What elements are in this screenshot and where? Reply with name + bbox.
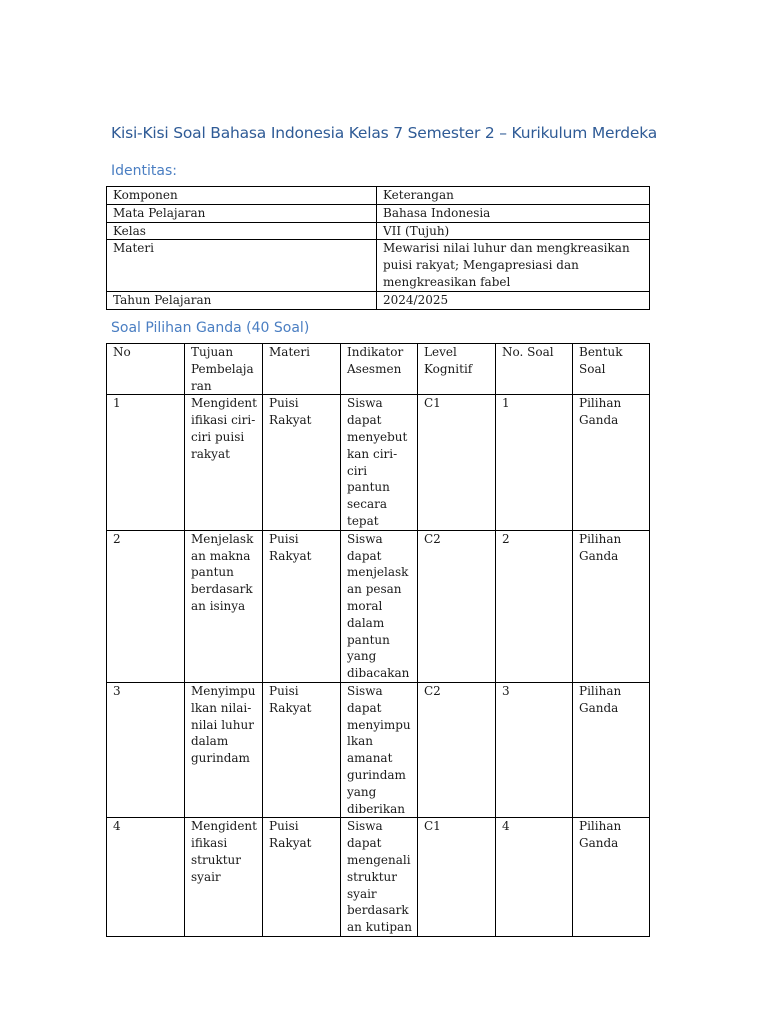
table-cell: Mengident ifikasi ciri-ciri puisi rakyat <box>185 395 263 530</box>
table-cell: 3 <box>496 682 573 817</box>
table-cell: 1 <box>107 395 185 530</box>
header-cell: Tujuan Pembelaja ran <box>185 344 263 395</box>
header-cell: Materi <box>263 344 341 395</box>
table-cell: Puisi Rakyat <box>263 818 341 937</box>
table-row <box>107 395 650 530</box>
table-cell: 4 <box>496 818 573 937</box>
table-cell: Kelas <box>107 222 377 240</box>
table-cell: Menyimpu lkan nilai-nilai luhur dalam gurindam <box>185 682 263 817</box>
table-cell: C2 <box>418 682 496 817</box>
table-cell: 1 <box>496 395 573 530</box>
table-cell: Puisi Rakyat <box>263 530 341 682</box>
table-row <box>107 291 650 309</box>
table-header-row <box>107 187 650 205</box>
document-title: Kisi-Kisi Soal Bahasa Indonesia Kelas 7 Semester 2 – Kurikulum Merdeka <box>111 124 658 142</box>
pilihan-ganda-heading: Soal Pilihan Ganda (40 Soal) <box>111 320 310 336</box>
identitas-table <box>106 186 650 310</box>
table-row <box>107 682 650 817</box>
identitas-heading: Identitas: <box>111 163 177 179</box>
table-cell: Siswa dapat menyebut kan ciri-ciri pantun secara tepat <box>341 395 418 530</box>
table-cell: VII (Tujuh) <box>377 222 650 240</box>
table-cell: Siswa dapat menyimpu lkan amanat gurindam yang diberikan <box>341 682 418 817</box>
table-cell: Pilihan Ganda <box>573 818 650 937</box>
header-cell: No <box>107 344 185 395</box>
table-cell: Mengident ifikasi struktur syair <box>185 818 263 937</box>
table-cell: Materi <box>107 240 377 291</box>
table-cell: 2024/2025 <box>377 291 650 309</box>
pilihan-ganda-table <box>106 343 650 937</box>
table-cell: Mewarisi nilai luhur dan mengkreasikan puisi rakyat; Mengapresiasi dan mengkreasikan fabel <box>377 240 650 291</box>
table-cell: Mata Pelajaran <box>107 204 377 222</box>
table-row <box>107 204 650 222</box>
table-cell: Pilihan Ganda <box>573 395 650 530</box>
table-cell: 3 <box>107 682 185 817</box>
table-cell: Tahun Pelajaran <box>107 291 377 309</box>
header-cell: Bentuk Soal <box>573 344 650 395</box>
table-cell: Menjelask an makna pantun berdasark an isinya <box>185 530 263 682</box>
table-cell: Bahasa Indonesia <box>377 204 650 222</box>
table-header-row <box>107 344 650 395</box>
table-cell: 2 <box>107 530 185 682</box>
table-cell: Siswa dapat mengenali struktur syair berdasark an kutipan <box>341 818 418 937</box>
table-cell: Puisi Rakyat <box>263 395 341 530</box>
table-cell: C1 <box>418 395 496 530</box>
table-cell: Puisi Rakyat <box>263 682 341 817</box>
table-row <box>107 530 650 682</box>
table-cell: Pilihan Ganda <box>573 530 650 682</box>
header-cell: No. Soal <box>496 344 573 395</box>
table-cell: 4 <box>107 818 185 937</box>
table-row <box>107 222 650 240</box>
table-cell: Pilihan Ganda <box>573 682 650 817</box>
table-cell: C1 <box>418 818 496 937</box>
header-cell: Level Kognitif <box>418 344 496 395</box>
table-cell: C2 <box>418 530 496 682</box>
table-cell: Siswa dapat menjelask an pesan moral dalam pantun yang dibacakan <box>341 530 418 682</box>
table-cell: 2 <box>496 530 573 682</box>
header-cell: Indikator Asesmen <box>341 344 418 395</box>
table-row <box>107 818 650 937</box>
table-row <box>107 240 650 291</box>
header-cell: Keterangan <box>377 187 650 205</box>
header-cell: Komponen <box>107 187 377 205</box>
